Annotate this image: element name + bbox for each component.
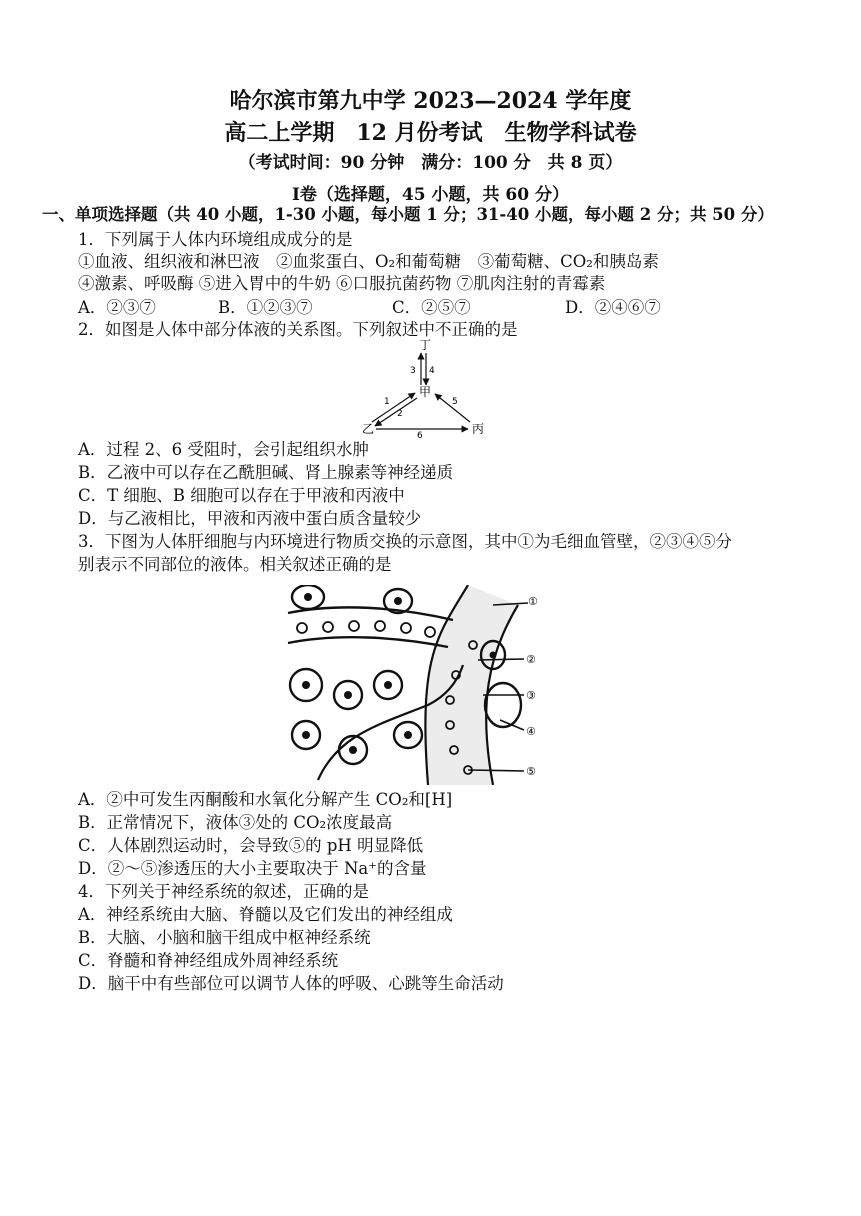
q2-option-d: D．与乙液相比，甲液和丙液中蛋白质含量较少 xyxy=(78,509,422,528)
label-4: 4 xyxy=(429,366,435,376)
exam-title-line2: 高二上学期 12 月份考试 生物学科试卷 xyxy=(224,120,637,146)
q1-items-line2: ④激素、呼吸酶 ⑤进入胃中的牛奶 ⑥口服抗菌药物 ⑦肌肉注射的青霉素 xyxy=(78,274,606,293)
node-ding: 丁 xyxy=(419,338,432,352)
q1-option-b: B．①②③⑦ xyxy=(218,298,313,317)
figure-label-1: ① xyxy=(528,595,538,608)
q3-option-b: B．正常情况下，液体③处的 CO₂浓度最高 xyxy=(78,813,393,832)
figure-label-2: ② xyxy=(526,653,536,666)
q3-stem-line1: 3．下图为人体肝细胞与内环境进行物质交换的示意图，其中①为毛细血管壁，②③④⑤分 xyxy=(78,532,732,551)
q2-option-c: C．T 细胞、B 细胞可以存在于甲液和丙液中 xyxy=(78,486,405,505)
q2-stem: 2．如图是人体中部分体液的关系图。下列叙述中不正确的是 xyxy=(78,320,518,339)
q1-option-a: A．②③⑦ xyxy=(78,298,156,317)
q4-option-a: A．神经系统由大脑、脊髓以及它们发出的神经组成 xyxy=(78,905,453,924)
q3-stem-line2: 别表示不同部位的液体。相关叙述正确的是 xyxy=(78,555,392,574)
exam-info: （考试时间：90 分钟 满分：100 分 共 8 页） xyxy=(238,153,623,173)
q3-option-c: C．人体剧烈运动时，会导致⑤的 pH 明显降低 xyxy=(78,836,424,855)
q4-option-c: C．脊髓和脊神经组成外周神经系统 xyxy=(78,951,339,970)
arrow-2 xyxy=(375,398,417,426)
label-1: 1 xyxy=(384,397,390,407)
q2-option-a: A．过程 2、6 受阻时，会引起组织水肿 xyxy=(78,440,369,459)
label-5: 5 xyxy=(452,397,458,407)
q3-option-d: D．②～⑤渗透压的大小主要取决于 Na⁺的含量 xyxy=(78,859,427,878)
q3-option-a: A．②中可发生丙酮酸和水氧化分解产生 CO₂和[H] xyxy=(78,790,453,809)
q1-stem: 1．下列属于人体内环境组成成分的是 xyxy=(78,230,353,249)
liver-cell-exchange-figure xyxy=(278,585,548,785)
node-yi: 乙 xyxy=(362,422,375,436)
q4-stem: 4．下列关于神经系统的叙述，正确的是 xyxy=(78,882,369,901)
label-3: 3 xyxy=(410,366,416,376)
q1-items-line1: ①血液、组织液和淋巴液 ②血浆蛋白、O₂和葡萄糖 ③葡萄糖、CO₂和胰岛素 xyxy=(78,252,659,271)
section-heading: 一、单项选择题（共 40 小题，1-30 小题，每小题 1 分；31-40 小题，每小题 2 分；共 50 分） xyxy=(42,205,774,224)
q1-option-c: C．②⑤⑦ xyxy=(392,298,471,317)
figure-label-3: ③ xyxy=(526,689,536,702)
q4-option-b: B．大脑、小脑和脑干组成中枢神经系统 xyxy=(78,928,371,947)
q2-option-b: B．乙液中可以存在乙酰胆碱、肾上腺素等神经递质 xyxy=(78,463,454,482)
volume-heading: I卷（选择题，45 小题，共 60 分） xyxy=(291,185,570,205)
body-fluid-diagram xyxy=(360,338,490,438)
q4-option-d: D．脑干中有些部位可以调节人体的呼吸、心跳等生命活动 xyxy=(78,974,504,993)
node-bing: 丙 xyxy=(472,422,485,436)
figure-label-4: ④ xyxy=(526,725,536,738)
q1-option-d: D．②④⑥⑦ xyxy=(565,298,661,317)
figure-label-5: ⑤ xyxy=(526,765,536,778)
node-jia: 甲 xyxy=(419,385,432,399)
arrow-1b xyxy=(372,393,415,422)
label-2: 2 xyxy=(397,409,403,419)
exam-title-line1: 哈尔滨市第九中学 2023—2024 学年度 xyxy=(229,88,632,114)
label-6: 6 xyxy=(417,431,423,438)
